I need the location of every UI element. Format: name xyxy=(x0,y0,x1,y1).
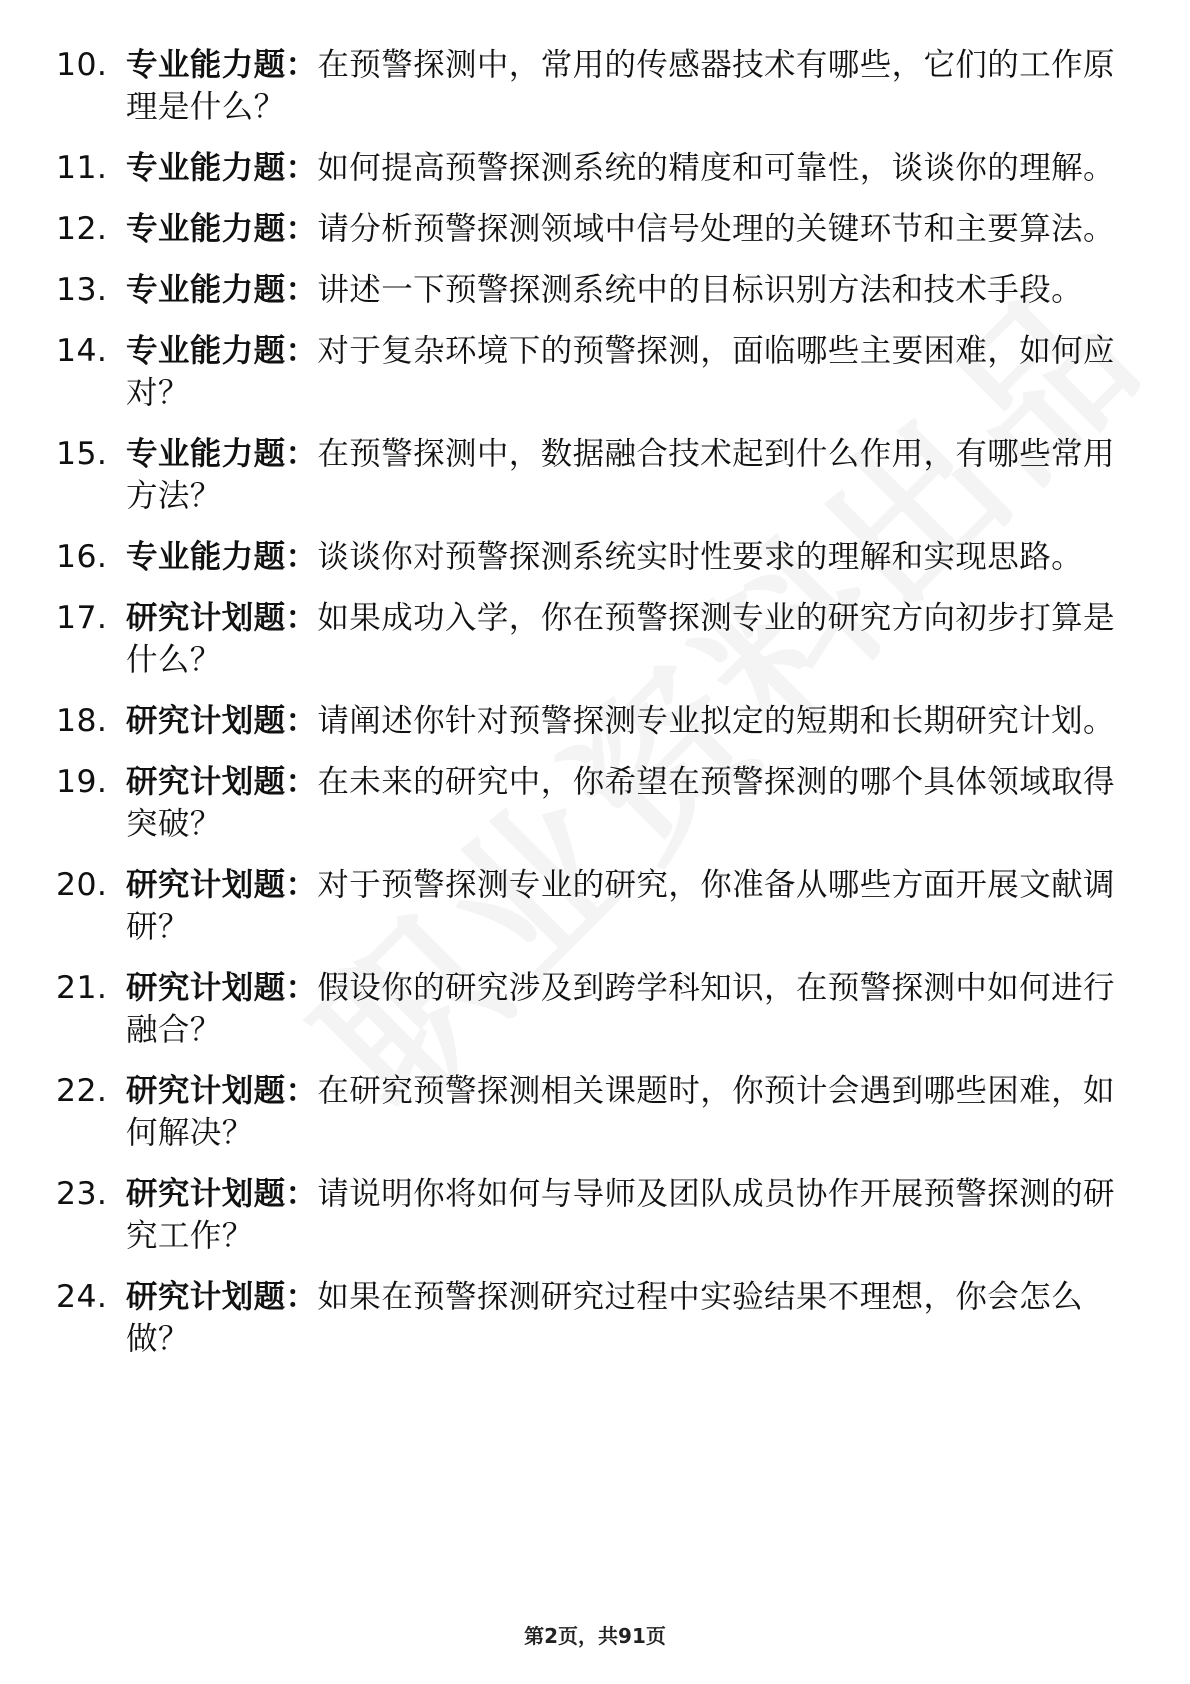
item-category: 专业能力题： xyxy=(126,436,318,472)
item-number: 15. xyxy=(56,436,108,472)
item-text: 在预警探测中，常用的传感器技术有哪些，它们的工作原理是什么？ xyxy=(126,47,1115,125)
item-category: 研究计划题： xyxy=(126,1073,318,1109)
item-text: 请阐述你针对预警探测专业拟定的短期和长期研究计划。 xyxy=(317,703,1115,739)
item-number: 18. xyxy=(56,703,108,739)
item-text: 在预警探测中，数据融合技术起到什么作用，有哪些常用方法？ xyxy=(126,436,1115,514)
list-item xyxy=(56,967,1126,1051)
item-category: 研究计划题： xyxy=(126,970,318,1006)
item-number: 16. xyxy=(56,539,108,575)
item-category: 专业能力题： xyxy=(126,272,318,308)
list-item xyxy=(56,597,1126,681)
item-number: 11. xyxy=(56,150,108,186)
item-number: 13. xyxy=(56,272,108,308)
item-number: 22. xyxy=(56,1073,108,1109)
list-item xyxy=(56,330,1126,414)
item-text: 请说明你将如何与导师及团队成员协作开展预警探测的研究工作？ xyxy=(126,1176,1115,1254)
list-item xyxy=(56,433,1126,517)
item-number: 24. xyxy=(56,1279,108,1315)
item-text: 在研究预警探测相关课题时，你预计会遇到哪些困难，如何解决？ xyxy=(126,1073,1115,1151)
list-item xyxy=(56,208,1126,250)
item-category: 专业能力题： xyxy=(126,150,318,186)
page-footer xyxy=(0,1620,1190,1649)
list-item xyxy=(56,700,1126,742)
item-number: 23. xyxy=(56,1176,108,1212)
item-text: 对于复杂环境下的预警探测，面临哪些主要困难，如何应对？ xyxy=(126,333,1115,411)
item-category: 专业能力题： xyxy=(126,47,318,83)
list-item xyxy=(56,761,1126,845)
item-category: 研究计划题： xyxy=(126,600,318,636)
item-text: 请分析预警探测领域中信号处理的关键环节和主要算法。 xyxy=(317,211,1115,247)
page-number-label: 第2页，共91页 xyxy=(524,1624,666,1648)
list-item xyxy=(56,147,1126,189)
list-item xyxy=(56,864,1126,948)
item-text: 对于预警探测专业的研究，你准备从哪些方面开展文献调研？ xyxy=(126,867,1115,945)
item-number: 19. xyxy=(56,764,108,800)
item-text: 在未来的研究中，你希望在预警探测的哪个具体领域取得突破？ xyxy=(126,764,1115,842)
item-category: 专业能力题： xyxy=(126,539,318,575)
list-item xyxy=(56,1070,1126,1154)
item-number: 10. xyxy=(56,47,108,83)
question-list xyxy=(56,44,1126,1379)
item-category: 研究计划题： xyxy=(126,764,318,800)
item-category: 专业能力题： xyxy=(126,211,318,247)
list-item xyxy=(56,536,1126,578)
item-number: 17. xyxy=(56,600,108,636)
item-number: 14. xyxy=(56,333,108,369)
item-category: 研究计划题： xyxy=(126,1279,318,1315)
item-number: 21. xyxy=(56,970,108,1006)
item-text: 谈谈你对预警探测系统实时性要求的理解和实现思路。 xyxy=(317,539,1084,575)
item-category: 专业能力题： xyxy=(126,333,318,369)
item-text: 讲述一下预警探测系统中的目标识别方法和技术手段。 xyxy=(317,272,1084,308)
list-item xyxy=(56,44,1126,128)
list-item xyxy=(56,269,1126,311)
list-item xyxy=(56,1276,1126,1360)
item-category: 研究计划题： xyxy=(126,703,318,739)
item-number: 12. xyxy=(56,211,108,247)
item-category: 研究计划题： xyxy=(126,867,318,903)
item-text: 如果成功入学，你在预警探测专业的研究方向初步打算是什么？ xyxy=(126,600,1115,678)
item-text: 如果在预警探测研究过程中实验结果不理想，你会怎么做？ xyxy=(126,1279,1084,1357)
item-text: 如何提高预警探测系统的精度和可靠性，谈谈你的理解。 xyxy=(317,150,1115,186)
item-category: 研究计划题： xyxy=(126,1176,318,1212)
item-text: 假设你的研究涉及到跨学科知识，在预警探测中如何进行融合？ xyxy=(126,970,1115,1048)
list-item xyxy=(56,1173,1126,1257)
item-number: 20. xyxy=(56,867,108,903)
